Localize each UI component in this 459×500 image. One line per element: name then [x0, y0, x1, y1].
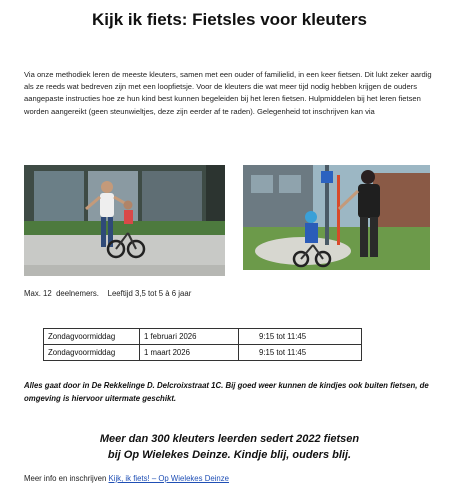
more-info-line [24, 474, 229, 483]
page-title: Kijk ik fiets: Fietsles voor kleuters [92, 10, 367, 29]
registration-link[interactable]: Kijk, ik fiets! – Op Wielekes Deinze [108, 474, 229, 483]
schedule-table [43, 328, 362, 361]
location-note: Alles gaat door in De Rekkelinge D. Delcroixstraat 1C. Bij goed weer kunnen de kindjes ook buiten fietsen, de omgeving is hiervoor uitermate geschikt. [24, 381, 429, 403]
highlight-statement [0, 431, 459, 463]
photo-outdoor-bike-lesson [243, 165, 430, 270]
schedule-day: Zondagvoormiddag [44, 345, 140, 361]
participants-age-info: Max. 12 deelnemers. Leeftijd 3,5 tot 5 à 6 jaar [24, 289, 192, 298]
more-info-label: Meer info en inschrijven [24, 474, 107, 483]
schedule-date: 1 maart 2026 [140, 345, 239, 361]
table-row [44, 345, 362, 361]
photo-indoor-bike-lesson [24, 165, 225, 276]
photo-indoor-illustration [24, 165, 225, 276]
intro-paragraph: Via onze methodiek leren de meeste kleuters, samen met een ouder of familielid, in een keer fietsen. Dit lukt zeker aardig als ze reeds wat bedreven zijn met een loopfietsje. Voor de kleuters die wat meer tijd nodig hebben krijgen de ouders aangepaste instructies hoe ze hun kind best kunnen begeleiden bij het leren fietsen. Hulpmiddelen bij het leren fietsen worden aangereikt (geen steunwieltjes, deze zijn eerder af te raden). Gelegenheid tot inschrijven kan via [24, 70, 432, 116]
schedule-time: 9:15 tot 11:45 [239, 329, 362, 345]
schedule-day: Zondagvoormiddag [44, 329, 140, 345]
schedule-date: 1 februari 2026 [140, 329, 239, 345]
highlight-line-1: Meer dan 300 kleuters leerden sedert 2022 fietsen [99, 433, 360, 445]
table-row [44, 329, 362, 345]
schedule-time: 9:15 tot 11:45 [239, 345, 362, 361]
photo-outdoor-illustration [243, 165, 430, 270]
highlight-line-2: bij Op Wielekes Deinze. Kindje blij, ouders blij. [107, 449, 352, 461]
